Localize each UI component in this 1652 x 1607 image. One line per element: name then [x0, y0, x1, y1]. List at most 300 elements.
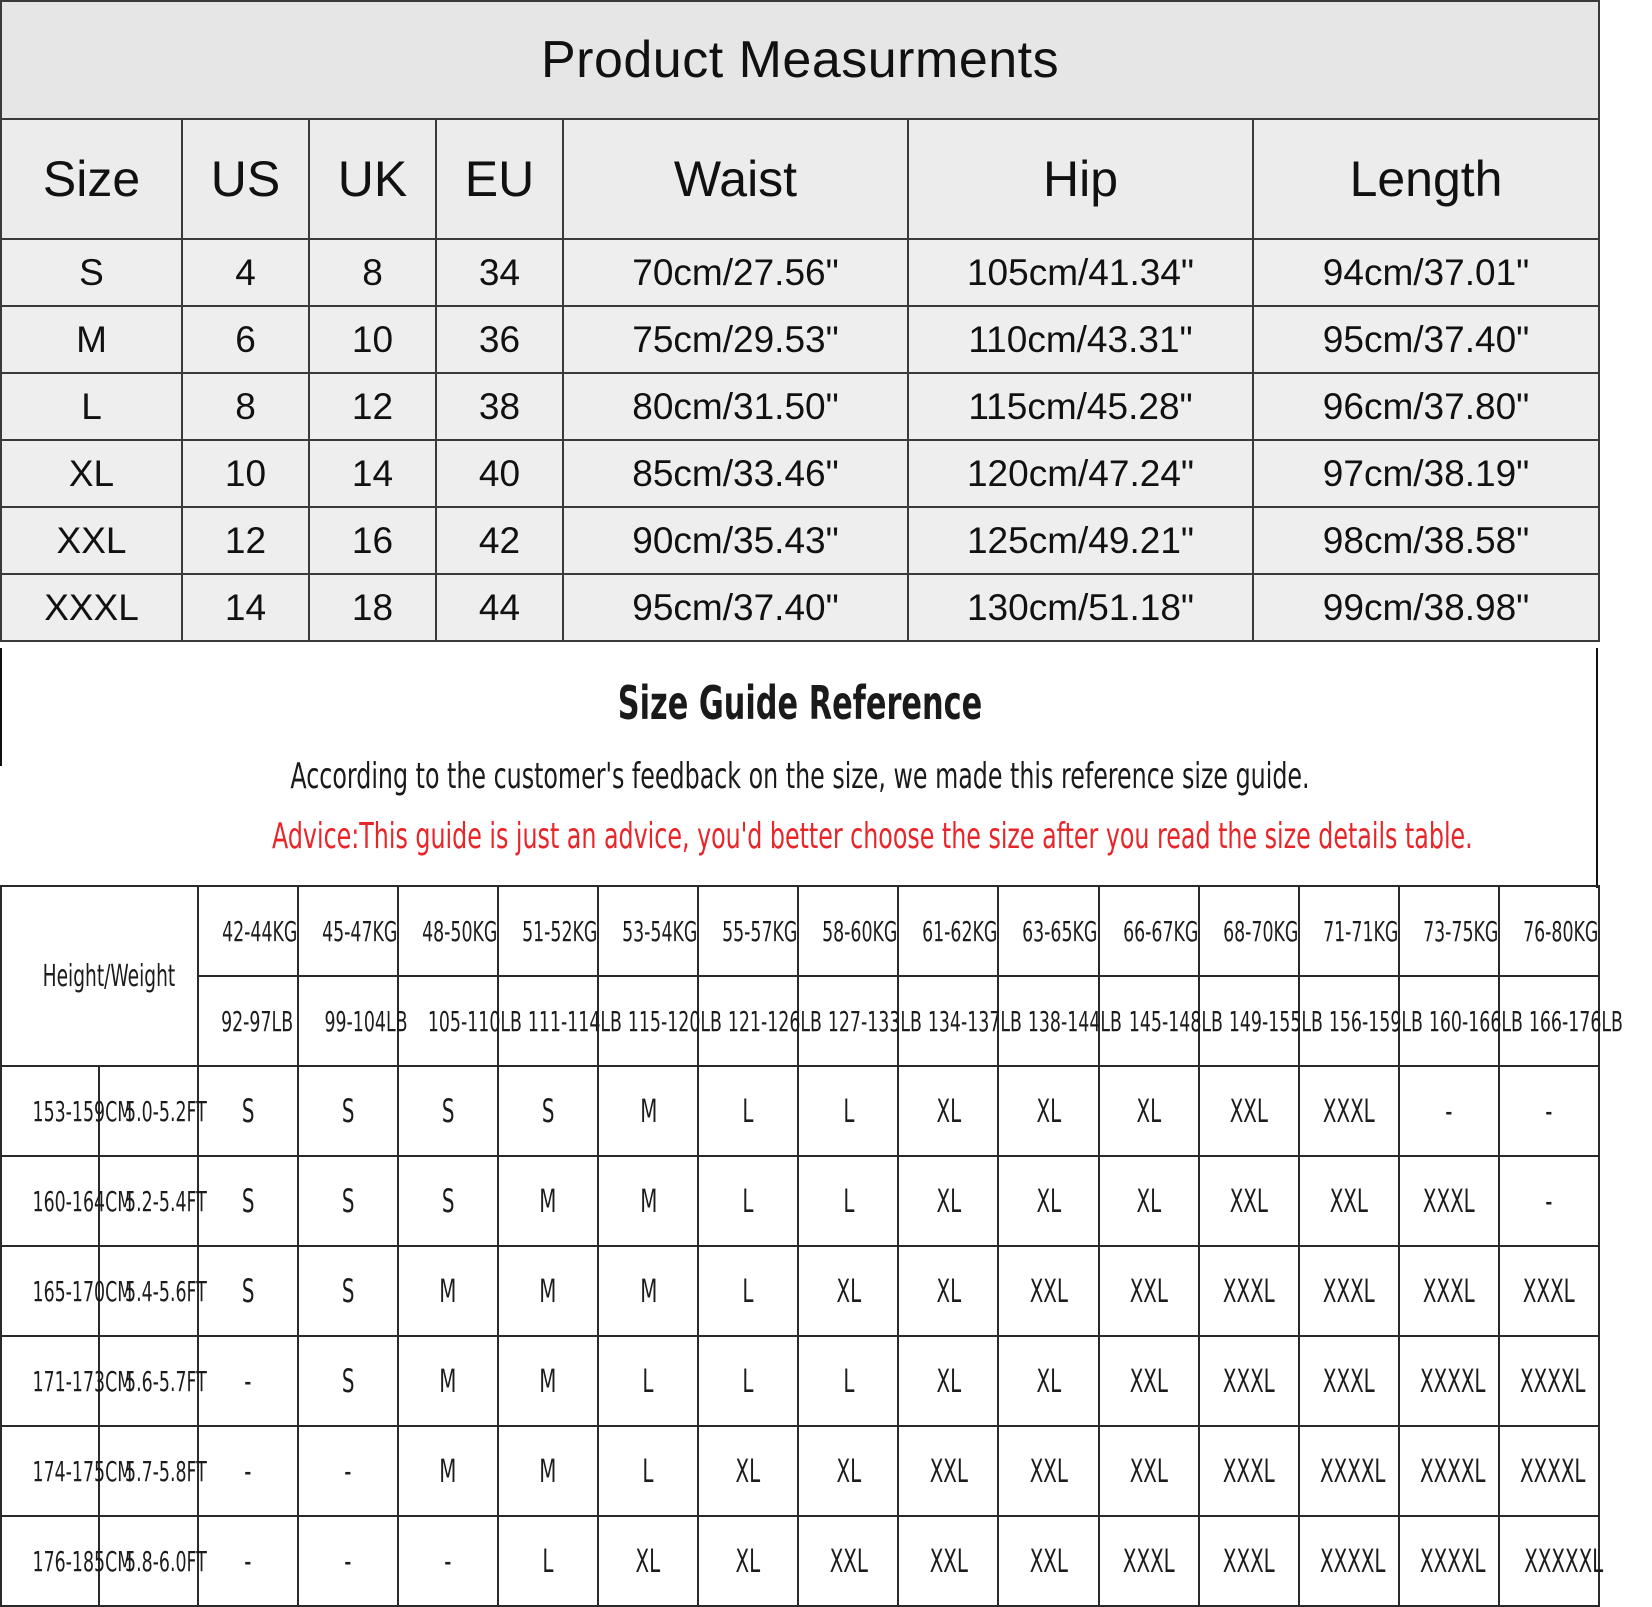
guide-size-cell — [1399, 1066, 1499, 1156]
guide-height-cm — [1, 1426, 133, 1516]
cell-text: 5.8-6.0FT — [125, 1544, 207, 1578]
guide-size-cell — [198, 1156, 298, 1246]
guide-height-cm — [1, 1516, 133, 1606]
cell-text: 42-44KG — [222, 914, 298, 948]
cell-text: XL — [936, 1362, 961, 1400]
cell-text: XL — [836, 1272, 861, 1310]
guide-size-cell — [798, 1246, 898, 1336]
cell-text: 48-50KG — [422, 914, 498, 948]
cell-text: XXXL — [1422, 1182, 1475, 1220]
measurements-cell: 12 — [182, 507, 309, 574]
guide-description: According to the customer's feedback on the size, we made this reference size guide. — [290, 756, 1310, 797]
cell-text: - — [244, 1542, 252, 1580]
cell-text: 5.7-5.8FT — [125, 1454, 207, 1488]
cell-text: M — [539, 1182, 557, 1220]
measurements-cell: 96cm/37.80" — [1253, 373, 1599, 440]
guide-size-cell — [698, 1066, 798, 1156]
cell-text: L — [842, 1182, 854, 1220]
cell-text: 138-144LB — [1028, 1004, 1123, 1038]
guide-size-cell — [998, 1426, 1098, 1516]
cell-text: XXL — [1129, 1362, 1168, 1400]
guide-size-cell — [1299, 1336, 1399, 1426]
product-measurements-table — [0, 0, 1600, 642]
guide-size-cell — [998, 1246, 1098, 1336]
cell-text: 176-185CM — [32, 1544, 133, 1578]
cell-text: 121-126LB — [728, 1004, 823, 1038]
cell-text: XL — [936, 1272, 961, 1310]
guide-size-cell — [598, 1246, 698, 1336]
guide-size-cell — [498, 1426, 598, 1516]
guide-kg-row — [1, 886, 1599, 976]
cell-text: XXXL — [1122, 1542, 1175, 1580]
cell-text: XL — [736, 1542, 761, 1580]
cell-text: 61-62KG — [922, 914, 998, 948]
measurements-cell: 70cm/27.56" — [563, 239, 908, 306]
cell-text: XL — [936, 1182, 961, 1220]
measurements-cell: 85cm/33.46" — [563, 440, 908, 507]
guide-weight-kg — [698, 886, 798, 976]
guide-row — [1, 1336, 1599, 1426]
measurements-cell: XL — [1, 440, 182, 507]
guide-size-cell — [1199, 1426, 1299, 1516]
cell-text: 174-175CM — [32, 1454, 133, 1488]
guide-size-cell — [198, 1246, 298, 1336]
cell-text: 127-133LB — [828, 1004, 923, 1038]
measurements-header-size: Size — [1, 119, 182, 239]
guide-size-cell — [598, 1156, 698, 1246]
measurements-cell: 80cm/31.50" — [563, 373, 908, 440]
guide-size-cell — [198, 1336, 298, 1426]
measurements-row — [1, 306, 1599, 373]
measurements-row — [1, 239, 1599, 306]
cell-text: XXL — [1129, 1272, 1168, 1310]
measurements-cell: 6 — [182, 306, 309, 373]
guide-size-cell — [398, 1246, 498, 1336]
guide-weight-kg — [498, 886, 598, 976]
cell-text: - — [1445, 1092, 1453, 1130]
guide-size-cell — [998, 1066, 1098, 1156]
cell-text: 71-71KG — [1322, 914, 1398, 948]
measurements-cell: XXL — [1, 507, 182, 574]
guide-weight-lb — [298, 976, 408, 1066]
cell-text: - — [244, 1362, 252, 1400]
measurements-header-uk: UK — [309, 119, 436, 239]
cell-text: XXXL — [1522, 1272, 1575, 1310]
cell-text: 51-52KG — [522, 914, 598, 948]
guide-size-cell — [1299, 1066, 1399, 1156]
guide-size-cell — [598, 1426, 698, 1516]
guide-size-cell — [898, 1066, 998, 1156]
measurements-cell: 95cm/37.40" — [1253, 306, 1599, 373]
cell-text: XXL — [1129, 1452, 1168, 1490]
cell-text: 134-137LB — [928, 1004, 1023, 1038]
measurements-cell: 75cm/29.53" — [563, 306, 908, 373]
cell-text: L — [742, 1092, 754, 1130]
guide-row — [1, 1516, 1599, 1606]
guide-size-cell — [1099, 1516, 1199, 1606]
cell-text: XXXXL — [1419, 1542, 1486, 1580]
guide-height-cm — [1, 1336, 133, 1426]
cell-text: M — [439, 1452, 457, 1490]
guide-weight-kg — [198, 886, 298, 976]
cell-text: XL — [836, 1452, 861, 1490]
cell-text: XXXL — [1322, 1092, 1375, 1130]
cell-text: L — [842, 1362, 854, 1400]
measurements-cell: 95cm/37.40" — [563, 574, 908, 641]
guide-size-cell — [798, 1336, 898, 1426]
guide-size-cell — [498, 1066, 598, 1156]
measurements-cell: 36 — [436, 306, 563, 373]
measurements-cell: 120cm/47.24" — [908, 440, 1253, 507]
measurements-cell: 40 — [436, 440, 563, 507]
guide-size-cell — [1499, 1516, 1603, 1606]
guide-size-cell — [1099, 1156, 1199, 1246]
guide-lb-row — [1, 976, 1599, 1066]
cell-text: - — [1545, 1182, 1553, 1220]
measurements-header-length: Length — [1253, 119, 1599, 239]
cell-text: M — [539, 1272, 557, 1310]
measurements-cell: 14 — [309, 440, 436, 507]
cell-text: 76-80KG — [1522, 914, 1599, 948]
guide-size-cell — [1099, 1426, 1199, 1516]
cell-text: 145-148LB — [1128, 1004, 1223, 1038]
cell-text: XXXXXL — [1523, 1542, 1603, 1580]
cell-text: XL — [936, 1092, 961, 1130]
measurements-header-eu: EU — [436, 119, 563, 239]
guide-size-cell — [398, 1516, 498, 1606]
guide-size-cell — [998, 1516, 1098, 1606]
guide-size-cell — [1099, 1246, 1199, 1336]
measurements-cell: 115cm/45.28" — [908, 373, 1253, 440]
cell-text: S — [441, 1092, 455, 1130]
cell-text: XXL — [929, 1452, 968, 1490]
measurements-cell: 99cm/38.98" — [1253, 574, 1599, 641]
guide-size-cell — [1099, 1066, 1199, 1156]
guide-row — [1, 1246, 1599, 1336]
cell-text: XXL — [1029, 1272, 1068, 1310]
cell-text: S — [341, 1182, 355, 1220]
measurements-cell: 16 — [309, 507, 436, 574]
cell-text: M — [539, 1452, 557, 1490]
guide-size-cell — [598, 1516, 698, 1606]
guide-size-cell — [1399, 1246, 1499, 1336]
cell-text: XL — [1136, 1092, 1161, 1130]
measurements-title: Product Measurments — [1, 1, 1599, 119]
cell-text: 153-159CM — [32, 1094, 133, 1128]
guide-weight-kg — [298, 886, 398, 976]
cell-text: XXL — [1029, 1542, 1068, 1580]
guide-size-cell — [1399, 1156, 1499, 1246]
guide-size-cell — [1299, 1516, 1399, 1606]
guide-size-cell — [798, 1516, 898, 1606]
guide-weight-kg — [998, 886, 1098, 976]
guide-corner-label — [1, 886, 198, 1066]
cell-text: XXXXL — [1519, 1362, 1586, 1400]
guide-weight-kg — [1199, 886, 1299, 976]
guide-weight-kg — [1099, 886, 1199, 976]
guide-row — [1, 1066, 1599, 1156]
cell-text: XXXL — [1222, 1542, 1275, 1580]
guide-size-cell — [398, 1426, 498, 1516]
cell-text: XXXL — [1322, 1362, 1375, 1400]
cell-text: XXXL — [1322, 1272, 1375, 1310]
guide-size-cell — [898, 1246, 998, 1336]
measurements-cell: 90cm/35.43" — [563, 507, 908, 574]
cell-text: 171-173CM — [32, 1364, 133, 1398]
cell-text: XXL — [829, 1542, 868, 1580]
guide-size-cell — [798, 1426, 898, 1516]
guide-size-cell — [298, 1516, 398, 1606]
measurements-cell: 42 — [436, 507, 563, 574]
guide-size-cell — [1499, 1156, 1599, 1246]
measurements-cell: 18 — [309, 574, 436, 641]
measurements-header-hip: Hip — [908, 119, 1253, 239]
cell-text: 115-120LB — [628, 1004, 723, 1038]
cell-text: XXL — [1329, 1182, 1368, 1220]
cell-text: - — [344, 1542, 352, 1580]
guide-weight-lb — [198, 976, 298, 1066]
guide-weight-kg — [798, 886, 898, 976]
guide-row — [1, 1156, 1599, 1246]
guide-height-cm — [1, 1246, 133, 1336]
cell-text: 149-155LB — [1228, 1004, 1323, 1038]
guide-size-cell — [1199, 1246, 1299, 1336]
cell-text: XXL — [929, 1542, 968, 1580]
cell-text: 5.6-5.7FT — [125, 1364, 207, 1398]
guide-size-cell — [498, 1336, 598, 1426]
measurements-cell: 10 — [182, 440, 309, 507]
cell-text: M — [439, 1362, 457, 1400]
cell-text: M — [639, 1182, 657, 1220]
cell-text: M — [639, 1092, 657, 1130]
cell-text: L — [642, 1362, 654, 1400]
cell-text: 55-57KG — [722, 914, 798, 948]
guide-size-cell — [1199, 1336, 1299, 1426]
guide-title: Size Guide Reference — [617, 676, 983, 730]
cell-text: XXXXL — [1419, 1362, 1486, 1400]
guide-size-cell — [698, 1336, 798, 1426]
measurements-row — [1, 373, 1599, 440]
guide-size-cell — [998, 1336, 1098, 1426]
size-guide-table — [0, 885, 1623, 1607]
cell-text: XXXXL — [1319, 1542, 1386, 1580]
cell-text: XXXL — [1222, 1362, 1275, 1400]
cell-text: S — [341, 1272, 355, 1310]
guide-size-cell — [298, 1156, 398, 1246]
cell-text: 68-70KG — [1222, 914, 1298, 948]
cell-text: 58-60KG — [822, 914, 898, 948]
measurements-cell: L — [1, 373, 182, 440]
guide-weight-kg — [1299, 886, 1399, 976]
cell-text: XXL — [1229, 1182, 1268, 1220]
cell-text: - — [244, 1452, 252, 1490]
guide-size-cell — [1399, 1426, 1499, 1516]
guide-size-cell — [598, 1066, 698, 1156]
guide-size-cell — [1299, 1426, 1399, 1516]
guide-weight-kg — [1399, 886, 1499, 976]
cell-text: 99-104LB — [324, 1004, 408, 1038]
guide-height-cm — [1, 1156, 133, 1246]
measurements-row — [1, 440, 1599, 507]
measurements-cell: 8 — [182, 373, 309, 440]
guide-weight-lb — [398, 976, 523, 1066]
guide-size-cell — [1199, 1156, 1299, 1246]
cell-text: S — [241, 1092, 255, 1130]
measurements-cell: 110cm/43.31" — [908, 306, 1253, 373]
measurements-cell: 125cm/49.21" — [908, 507, 1253, 574]
cell-text: XL — [635, 1542, 661, 1580]
measurements-cell: 94cm/37.01" — [1253, 239, 1599, 306]
cell-text: S — [341, 1092, 355, 1130]
guide-size-cell — [1499, 1246, 1599, 1336]
cell-text: 160-164CM — [32, 1184, 133, 1218]
guide-size-cell — [398, 1066, 498, 1156]
measurements-cell: M — [1, 306, 182, 373]
cell-text: XXXL — [1222, 1452, 1275, 1490]
cell-text: XXXXL — [1319, 1452, 1386, 1490]
guide-size-cell — [998, 1156, 1098, 1246]
cell-text: S — [441, 1182, 455, 1220]
cell-text: L — [842, 1092, 854, 1130]
measurements-header-waist: Waist — [563, 119, 908, 239]
cell-text: XXXL — [1422, 1272, 1475, 1310]
guide-size-cell — [898, 1336, 998, 1426]
guide-size-cell — [798, 1066, 898, 1156]
guide-size-cell — [198, 1426, 298, 1516]
cell-text: 53-54KG — [622, 914, 698, 948]
cell-text: M — [639, 1272, 657, 1310]
cell-text: 92-97LB — [221, 1004, 294, 1038]
cell-text: 5.4-5.6FT — [125, 1274, 207, 1308]
guide-size-cell — [898, 1516, 998, 1606]
cell-text: S — [541, 1092, 555, 1130]
guide-size-cell — [898, 1426, 998, 1516]
cell-text: L — [642, 1452, 654, 1490]
guide-size-cell — [1399, 1516, 1499, 1606]
cell-text: 5.2-5.4FT — [125, 1184, 207, 1218]
measurements-cell: 38 — [436, 373, 563, 440]
guide-weight-kg — [398, 886, 498, 976]
cell-text: 73-75KG — [1422, 914, 1499, 948]
cell-text: XL — [1036, 1182, 1061, 1220]
guide-size-cell — [1199, 1066, 1299, 1156]
guide-size-cell — [698, 1156, 798, 1246]
guide-advice: Advice:This guide is just an advice, you'd better choose the size after you read the size details table. — [272, 816, 1473, 857]
cell-text: 111-114LB — [528, 1004, 623, 1038]
measurements-cell: 8 — [309, 239, 436, 306]
guide-size-cell — [298, 1426, 398, 1516]
cell-text: XXL — [1029, 1452, 1068, 1490]
guide-weight-kg — [898, 886, 998, 976]
cell-text: - — [444, 1542, 452, 1580]
cell-text: XL — [1036, 1092, 1061, 1130]
guide-size-cell — [698, 1246, 798, 1336]
guide-size-cell — [1499, 1066, 1599, 1156]
guide-size-cell — [498, 1516, 598, 1606]
guide-size-cell — [398, 1336, 498, 1426]
guide-left-border — [0, 648, 2, 766]
guide-size-cell — [1499, 1336, 1599, 1426]
cell-text: - — [1545, 1092, 1553, 1130]
cell-text: XXXXL — [1419, 1452, 1486, 1490]
measurements-cell: 10 — [309, 306, 436, 373]
guide-size-cell — [498, 1156, 598, 1246]
guide-weight-kg — [1499, 886, 1599, 976]
measurements-row — [1, 507, 1599, 574]
guide-size-cell — [1399, 1336, 1499, 1426]
cell-text: L — [542, 1542, 554, 1580]
cell-text: 45-47KG — [322, 914, 398, 948]
guide-size-cell — [698, 1426, 798, 1516]
cell-text: 160-166LB — [1428, 1004, 1523, 1038]
guide-size-cell — [198, 1516, 298, 1606]
measurements-cell: 34 — [436, 239, 563, 306]
guide-size-cell — [398, 1156, 498, 1246]
measurements-row — [1, 574, 1599, 641]
measurements-cell: 98cm/38.58" — [1253, 507, 1599, 574]
guide-size-cell — [1299, 1156, 1399, 1246]
cell-text: 5.0-5.2FT — [125, 1094, 207, 1128]
cell-text: 166-176LB — [1528, 1004, 1623, 1038]
measurements-cell: XXXL — [1, 574, 182, 641]
cell-text: L — [742, 1182, 754, 1220]
guide-size-cell — [298, 1246, 398, 1336]
measurements-cell: 97cm/38.19" — [1253, 440, 1599, 507]
cell-text: Height/Weight — [42, 958, 176, 994]
measurements-cell: S — [1, 239, 182, 306]
cell-text: XXL — [1229, 1092, 1268, 1130]
cell-text: S — [241, 1272, 255, 1310]
cell-text: XL — [1136, 1182, 1161, 1220]
measurements-cell: 14 — [182, 574, 309, 641]
guide-size-cell — [1299, 1246, 1399, 1336]
guide-size-cell — [1199, 1516, 1299, 1606]
cell-text: M — [439, 1272, 457, 1310]
guide-size-cell — [698, 1516, 798, 1606]
measurements-cell: 130cm/51.18" — [908, 574, 1253, 641]
cell-text: XL — [1036, 1362, 1061, 1400]
cell-text: S — [241, 1182, 255, 1220]
measurements-header-row — [1, 119, 1599, 239]
guide-size-cell — [298, 1336, 398, 1426]
cell-text: 156-159LB — [1328, 1004, 1423, 1038]
cell-text: S — [341, 1362, 355, 1400]
measurements-header-us: US — [182, 119, 309, 239]
cell-text: M — [539, 1362, 557, 1400]
cell-text: L — [742, 1362, 754, 1400]
guide-row — [1, 1426, 1599, 1516]
guide-size-cell — [898, 1156, 998, 1246]
guide-right-border — [1596, 648, 1598, 888]
guide-size-cell — [1499, 1426, 1599, 1516]
guide-size-cell — [598, 1336, 698, 1426]
cell-text: L — [742, 1272, 754, 1310]
measurements-cell: 12 — [309, 373, 436, 440]
guide-size-cell — [798, 1156, 898, 1246]
guide-size-cell — [1099, 1336, 1199, 1426]
cell-text: 66-67KG — [1122, 914, 1198, 948]
cell-text: 63-65KG — [1022, 914, 1098, 948]
guide-weight-kg — [598, 886, 698, 976]
cell-text: - — [344, 1452, 352, 1490]
guide-size-cell — [298, 1066, 398, 1156]
guide-size-cell — [198, 1066, 298, 1156]
cell-text: 105-110LB — [428, 1004, 523, 1038]
cell-text: 165-170CM — [32, 1274, 133, 1308]
cell-text: XL — [736, 1452, 761, 1490]
measurements-cell: 4 — [182, 239, 309, 306]
measurements-body — [1, 239, 1599, 641]
